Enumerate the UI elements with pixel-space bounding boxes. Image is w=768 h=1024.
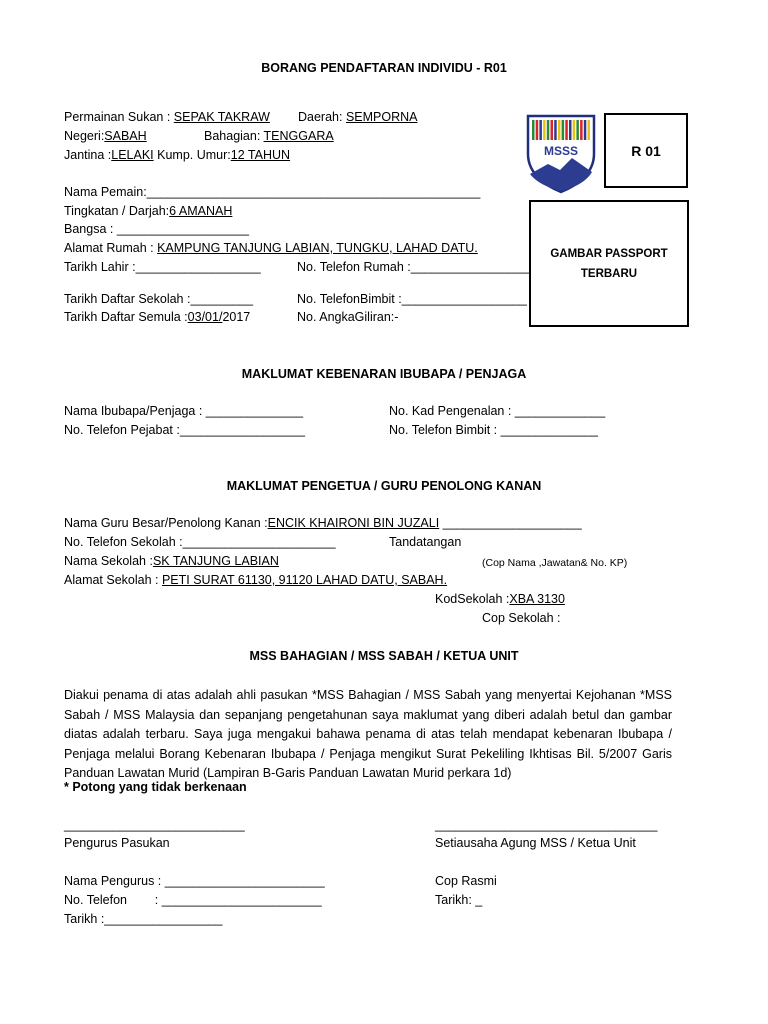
manager-phone-row xyxy=(64,893,322,908)
guardian-ic-field[interactable]: _____________ xyxy=(514,404,606,418)
age-label: Kump. Umur: xyxy=(153,148,231,162)
state-row xyxy=(64,129,147,144)
principal-name-row xyxy=(64,516,582,531)
right-date-field[interactable]: Tarikh: _ xyxy=(435,893,483,907)
division-row xyxy=(204,129,334,144)
division-value[interactable]: TENGGARA xyxy=(263,129,334,143)
guardian-mobile-row xyxy=(389,423,598,438)
team-manager-signature-line[interactable]: __________________________ xyxy=(64,818,245,832)
sport-label: Permainan Sukan : xyxy=(64,110,174,124)
dob-field[interactable]: __________________ xyxy=(135,260,261,274)
gender-age-row xyxy=(64,148,290,163)
sport-value[interactable]: SEPAK TAKRAW xyxy=(173,110,270,124)
logo-stripe xyxy=(547,120,550,140)
official-stamp-label: Cop Rasmi xyxy=(435,874,497,888)
guardian-heading: MAKLUMAT KEBENARAN IBUBAPA / PENJAGA xyxy=(241,367,527,381)
secretary-signature-line[interactable]: ________________________________ xyxy=(435,818,658,832)
school-name-value[interactable]: SK TANJUNG LABIAN xyxy=(152,554,279,568)
principal-name-value[interactable]: ENCIK KHAIRONI BIN JUZALI xyxy=(267,516,440,530)
strike-note: * Potong yang tidak berkenaan xyxy=(64,780,247,794)
guardian-office-phone-label: No. Telefon Pejabat : xyxy=(64,423,180,437)
manager-name-label: Nama Pengurus : xyxy=(64,874,165,888)
form-class-row xyxy=(64,204,232,219)
sport-row xyxy=(64,110,270,125)
home-address-label: Alamat Rumah : xyxy=(64,241,158,255)
photo-box-line-2: TERBARU xyxy=(580,267,638,280)
player-name-row xyxy=(64,185,480,200)
home-phone-row xyxy=(297,260,529,275)
gender-value[interactable]: LELAKI xyxy=(111,148,154,162)
msss-logo xyxy=(524,112,598,194)
guardian-ic-label: No. Kad Pengenalan : xyxy=(389,404,515,418)
logo-stripe xyxy=(543,120,546,140)
logo-stripe xyxy=(551,120,554,140)
logo-stripe xyxy=(584,120,587,140)
guardian-mobile-label: No. Telefon Bimbit : xyxy=(389,423,501,437)
manager-date-row xyxy=(64,912,222,927)
signature-label: Tandatangan xyxy=(389,535,462,549)
school-code-value[interactable]: XBA 3130 xyxy=(509,592,565,606)
stamp-note: (Cop Nama ,Jawatan& No. KP) xyxy=(482,557,628,569)
race-field[interactable]: ___________________ xyxy=(116,222,249,236)
rereg-date[interactable]: 03/01/ xyxy=(187,310,223,324)
race-label: Bangsa : xyxy=(64,222,117,236)
school-phone-label: No. Telefon Sekolah : xyxy=(64,535,183,549)
form-class-label: Tingkatan / Darjah: xyxy=(64,204,170,218)
school-reg-label: Tarikh Daftar Sekolah : xyxy=(64,292,191,306)
division-label: Bahagian: xyxy=(204,129,264,143)
team-manager-title: Pengurus Pasukan xyxy=(64,836,170,850)
logo-stripe xyxy=(588,120,591,140)
home-address-value[interactable]: KAMPUNG TANJUNG LABIAN, TUNGKU, LAHAD DATU. xyxy=(157,241,478,255)
mobile-label: No. TelefonBimbit : xyxy=(297,292,402,306)
school-reg-row xyxy=(64,292,253,307)
manager-phone-field[interactable]: _______________________ xyxy=(161,893,322,907)
gender-label: Jantina : xyxy=(64,148,112,162)
logo-stripe xyxy=(536,120,539,140)
mobile-field[interactable]: __________________ xyxy=(401,292,527,306)
manager-date-label: Tarikh : xyxy=(64,912,105,926)
guardian-name-row xyxy=(64,404,303,419)
msss-logo-icon xyxy=(524,112,598,194)
district-value[interactable]: SEMPORNA xyxy=(345,110,418,124)
guardian-office-phone-field[interactable]: __________________ xyxy=(179,423,305,437)
logo-stripe xyxy=(573,120,576,140)
secretary-title: Setiausaha Agung MSS / Ketua Unit xyxy=(435,836,636,850)
district-label: Daerah: xyxy=(298,110,346,124)
school-reg-field[interactable]: _________ xyxy=(190,292,254,306)
logo-stripe xyxy=(576,120,579,140)
manager-name-field[interactable]: _______________________ xyxy=(164,874,325,888)
form-code-box: R 01 xyxy=(604,113,688,188)
school-address-label: Alamat Sekolah : xyxy=(64,573,162,587)
guardian-office-phone-row xyxy=(64,423,305,438)
logo-stripe xyxy=(569,120,572,140)
logo-stripe xyxy=(562,120,565,140)
district-row xyxy=(298,110,418,125)
principal-name-field[interactable]: ____________________ xyxy=(439,516,582,530)
guardian-name-field[interactable]: ______________ xyxy=(205,404,304,418)
guardian-name-label: Nama Ibubapa/Penjaga : xyxy=(64,404,206,418)
dob-row xyxy=(64,260,261,275)
state-value[interactable]: SABAH xyxy=(104,129,147,143)
logo-text: MSSS xyxy=(543,144,579,158)
age-value[interactable]: 12 TAHUN xyxy=(230,148,291,162)
school-name-label: Nama Sekolah : xyxy=(64,554,153,568)
guardian-mobile-field[interactable]: ______________ xyxy=(500,423,598,437)
logo-stripe xyxy=(554,120,557,140)
manager-phone-label: No. Telefon : xyxy=(64,893,162,907)
home-phone-field[interactable]: _________________ xyxy=(410,260,529,274)
turn-number-label: No. AngkaGiliran:- xyxy=(297,310,399,324)
mss-heading: MSS BAHAGIAN / MSS SABAH / KETUA UNIT xyxy=(249,649,519,663)
manager-name-row xyxy=(64,874,325,889)
photo-box-line-1: GAMBAR PASSPORT xyxy=(550,247,668,260)
player-name-field[interactable]: ________________________________________________ xyxy=(146,185,481,199)
school-stamp-label: Cop Sekolah : xyxy=(482,611,561,625)
form-title: BORANG PENDAFTARAN INDIVIDU - R01 xyxy=(261,61,507,75)
mobile-row xyxy=(297,292,527,307)
principal-name-label: Nama Guru Besar/Penolong Kanan : xyxy=(64,516,268,530)
guardian-ic-row xyxy=(389,404,605,419)
rereg-row xyxy=(64,310,250,325)
logo-stripe xyxy=(565,120,568,140)
rereg-year: 2017 xyxy=(222,310,251,324)
declaration-paragraph: Diakui penama di atas adalah ahli pasukan *MSS Bahagian / MSS Sabah yang menyertai Kejohanan *MSS Sabah / MSS Malaysia dan sepanjang pengetahunan saya maklumat yang diberi adalah betul dan gambar diatas adalah terbaru. Saya juga mengakui bahawa penama di atas telah mendapat kebenaran Ibubapa / Penjaga melalui Borang Kebenaran Ibubapa / Penjaga mengikut Surat Pekeliling Ikhtisas Bil. 5/2007 Garis Panduan Lawatan Murid (Lampiran B-Garis Panduan Lawatan Murid perkara 1d) xyxy=(64,688,672,780)
player-name-label: Nama Pemain: xyxy=(64,185,147,199)
passport-photo-box[interactable] xyxy=(529,200,689,327)
logo-stripe xyxy=(580,120,583,140)
dob-label: Tarikh Lahir : xyxy=(64,260,136,274)
school-address-value[interactable]: PETI SURAT 61130, 91120 LAHAD DATU, SABAH. xyxy=(161,573,448,587)
rereg-label: Tarikh Daftar Semula : xyxy=(64,310,188,324)
form-class-value[interactable]: 6 AMANAH xyxy=(169,204,233,218)
school-phone-row xyxy=(64,535,336,550)
home-phone-label: No. Telefon Rumah : xyxy=(297,260,411,274)
school-address-row xyxy=(64,573,447,588)
school-phone-field[interactable]: ______________________ xyxy=(182,535,336,549)
school-code-label: KodSekolah : xyxy=(435,592,510,606)
logo-stripe xyxy=(539,120,542,140)
home-address-row xyxy=(64,241,478,256)
school-name-row xyxy=(64,554,279,569)
state-label: Negeri: xyxy=(64,129,105,143)
manager-date-field[interactable]: _________________ xyxy=(104,912,223,926)
logo-stripe xyxy=(558,120,561,140)
race-row xyxy=(64,222,249,237)
school-code-row xyxy=(435,592,565,607)
logo-stripe xyxy=(532,120,535,140)
principal-heading: MAKLUMAT PENGETUA / GURU PENOLONG KANAN xyxy=(226,479,542,493)
